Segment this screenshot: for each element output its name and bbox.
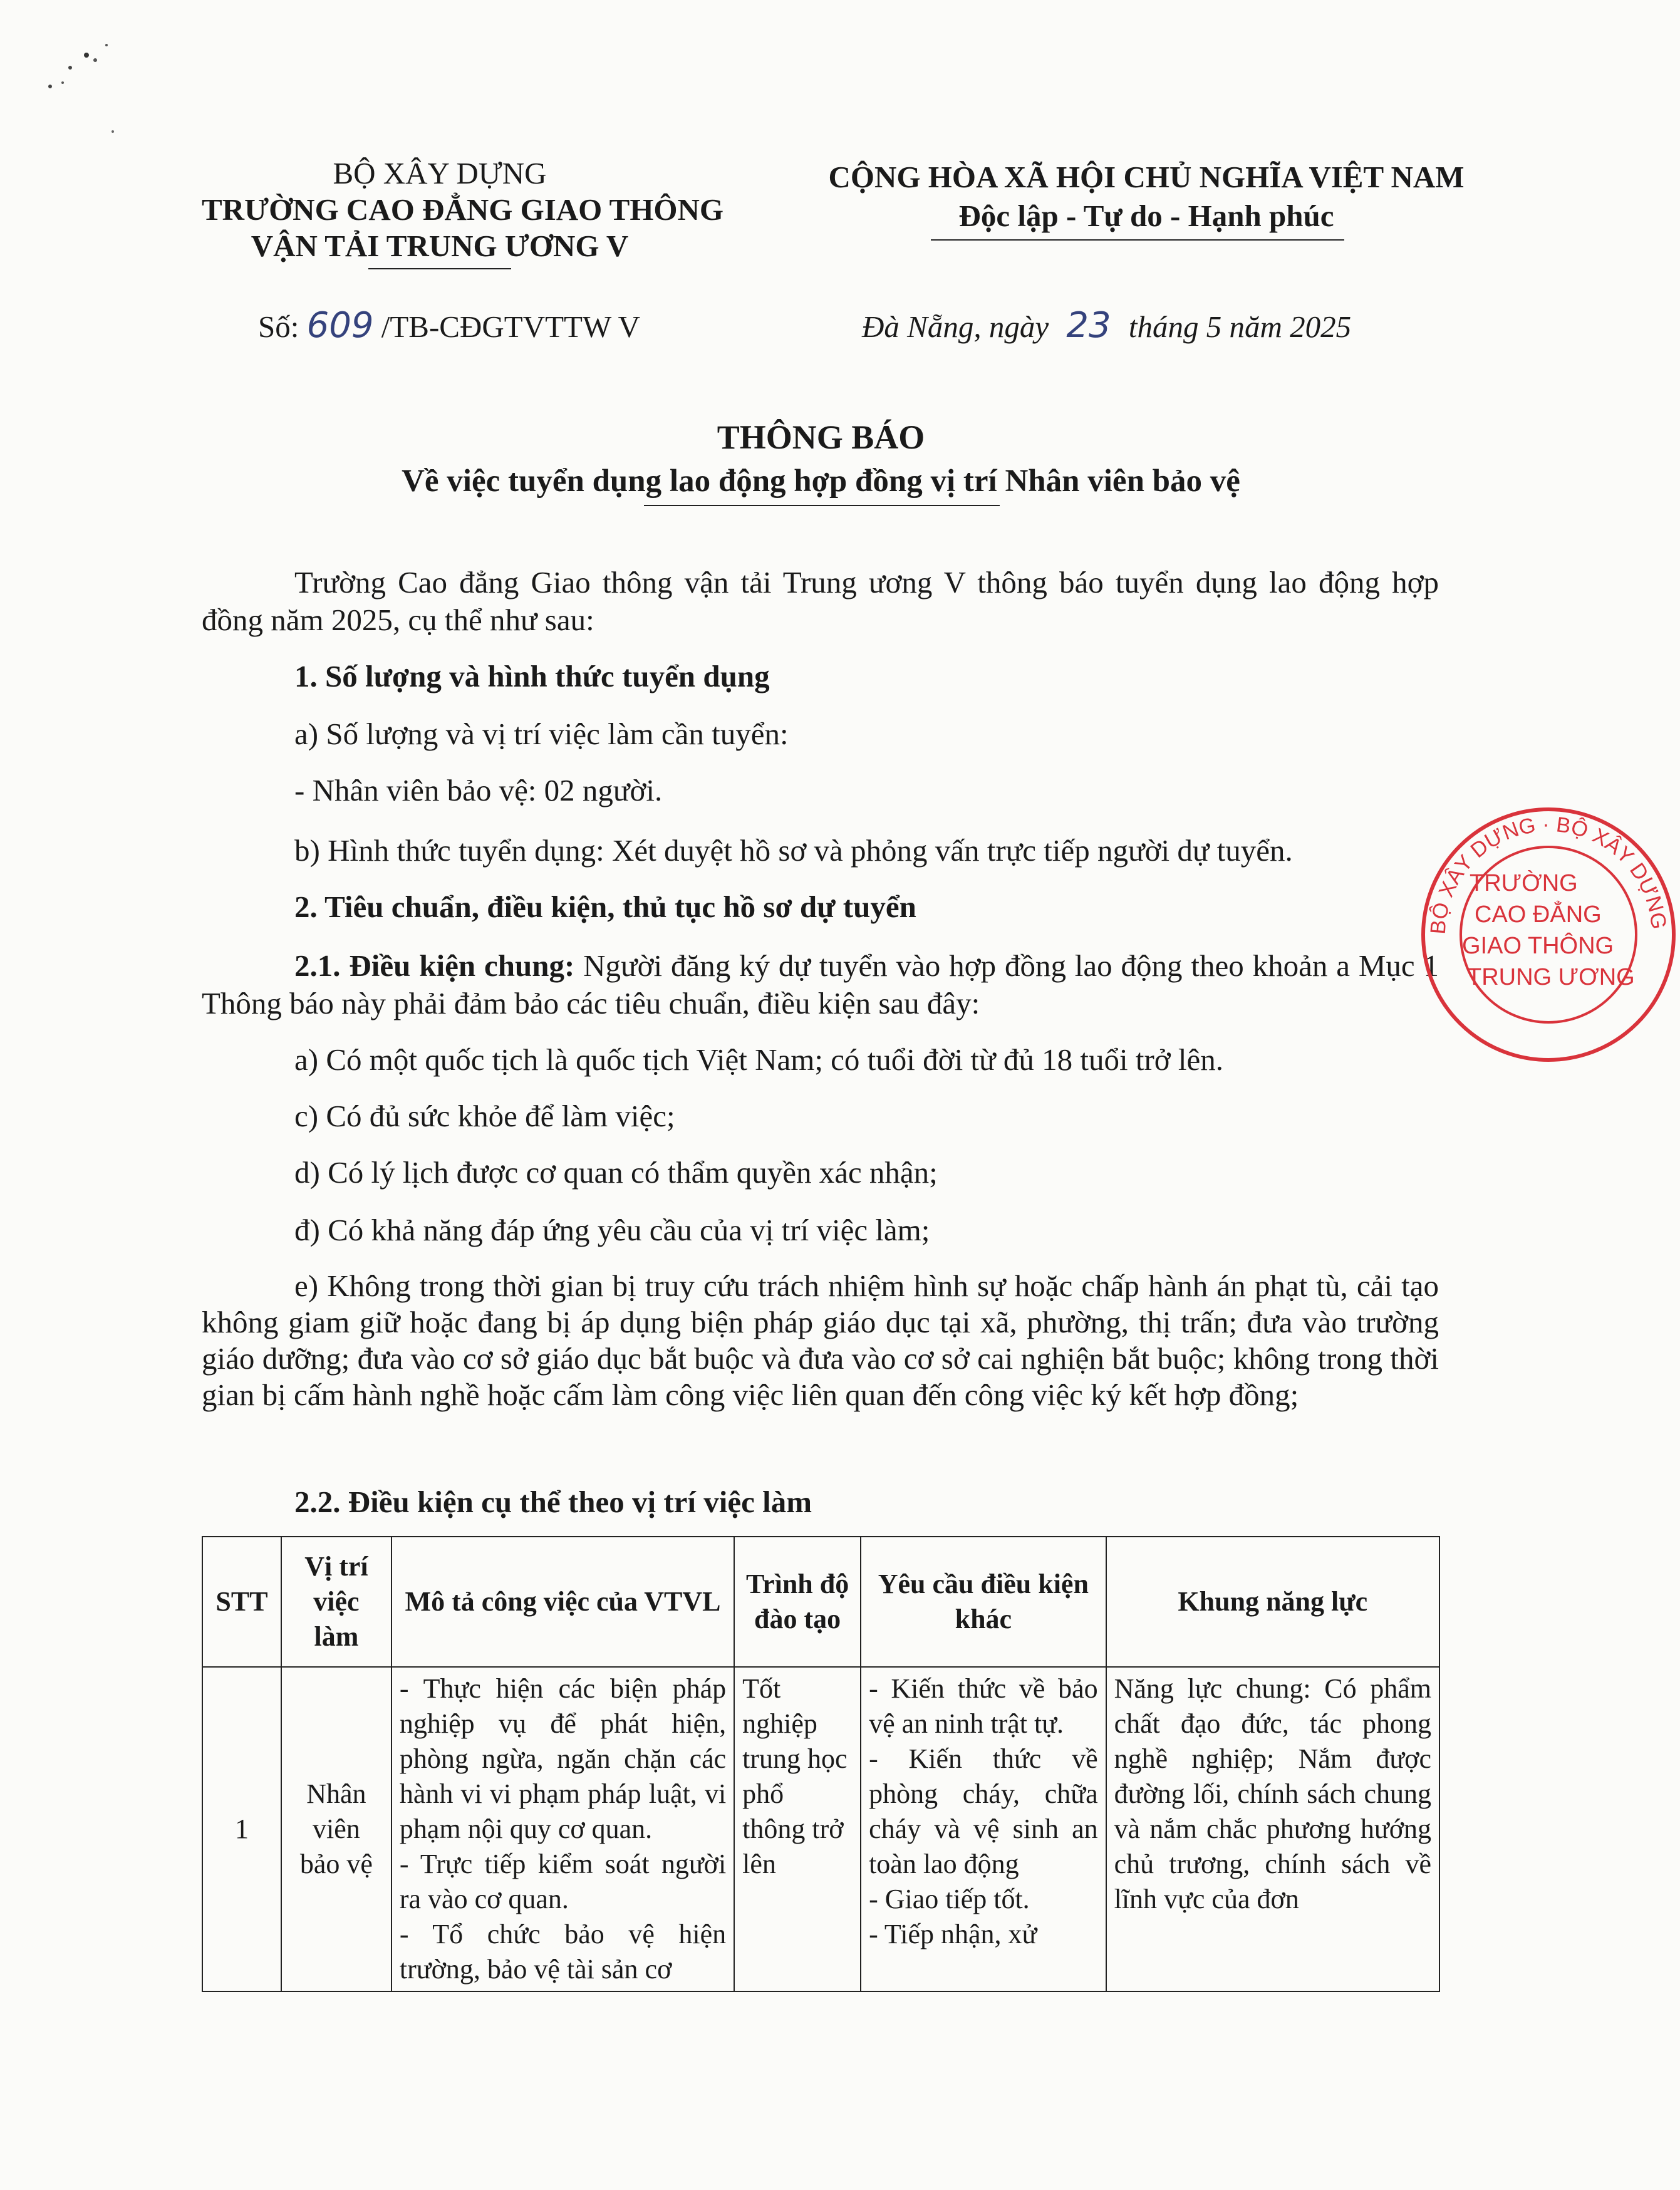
section1-item-a-detail: - Nhân viên bảo vệ: 02 người. [294,773,663,807]
doc-number-suffix: /TB-CĐGTVTTW V [381,309,641,344]
official-seal-stamp [1417,803,1680,1066]
motto-underline [931,239,1344,241]
school-name-line1: TRƯỜNG CAO ĐẲNG GIAO THÔNG [202,192,724,227]
section2-1-text: Người đăng ký dự tuyển vào hợp đồng lao động theo khoản a Mục 1 Thông báo này phải đảm bảo các tiêu chuẩn, điều kiện sau đây: [202,948,1439,1020]
header-position: Vị trí việc làm [281,1537,391,1667]
cell-other-requirements [861,1667,1106,1991]
condition-a: a) Có một quốc tịch là quốc tịch Việt Nam; có tuổi đời từ đủ 18 tuổi trở lên. [294,1042,1224,1077]
cell-description [391,1667,734,1991]
svg-text:CAO ĐẲNG: CAO ĐẲNG [1475,901,1602,928]
svg-text:TRƯỜNG: TRƯỜNG [1470,870,1578,896]
section1-heading: 1. Số lượng và hình thức tuyển dụng [294,659,770,693]
requirements-table [202,1536,1440,1992]
svg-text:GIAO THÔNG: GIAO THÔNG [1462,933,1614,959]
subtitle-underline [644,505,1000,506]
header-stt: STT [202,1537,281,1667]
section1-item-b: b) Hình thức tuyển dụng: Xét duyệt hồ sơ và phỏng vấn trực tiếp người dự tuyển. [294,833,1293,868]
condition-c: c) Có đủ sức khỏe để làm việc; [294,1099,675,1133]
requirement-line: - Tiếp nhận, xử [869,1919,1037,1949]
requirement-line: - Giao tiếp tốt. [869,1884,1030,1914]
requirement-line: - Kiến thức về phòng cháy, chữa cháy và vệ sinh an toàn lao động [869,1743,1098,1879]
table-row [202,1667,1439,1991]
section2-1-label: 2.1. Điều kiện chung: [294,948,575,983]
description-line: - Trực tiếp kiểm soát người ra vào cơ quan. [399,1849,727,1914]
nation-name: CỘNG HÒA XÃ HỘI CHỦ NGHĨA VIỆT NAM [828,160,1465,194]
condition-dd: đ) Có khả năng đáp ứng yêu cầu của vị trí việc làm; [294,1213,930,1247]
doc-number-handwritten: 609 [306,305,374,346]
scan-specks [38,38,138,163]
section2-heading: 2. Tiêu chuẩn, điều kiện, thủ tục hồ sơ dự tuyển [294,890,916,924]
section1-item-a: a) Số lượng và vị trí việc làm cần tuyển: [294,717,789,751]
condition-d: d) Có lý lịch được cơ quan có thẩm quyền xác nhận; [294,1155,938,1190]
document-subtitle: Về việc tuyển dụng lao động hợp đồng vị trí Nhân viên bảo vệ [402,464,1240,499]
left-header-underline [368,268,511,269]
section2-2-heading: 2.2. Điều kiện cụ thể theo vị trí việc làm [294,1485,812,1519]
header-other-requirements: Yêu cầu điều kiện khác [861,1537,1106,1667]
header-education: Trình độ đào tạo [734,1537,861,1667]
place-date-suffix: tháng 5 năm 2025 [1128,309,1352,344]
cell-stt: 1 [202,1667,281,1991]
place-date-prefix: Đà Nẵng, ngày [862,309,1049,344]
cell-education: Tốt nghiệp trung học phổ thông trở lên [734,1667,861,1991]
svg-text:BỘ XÂY DỰNG · BỘ XÂY DỰNG: BỘ XÂY DỰNG · BỘ XÂY DỰNG [1426,812,1671,935]
header-description: Mô tả công việc của VTVL [391,1537,734,1667]
description-line: - Tổ chức bảo vệ hiện trường, bảo vệ tài sản cơ [399,1919,727,1985]
condition-e: e) Không trong thời gian bị truy cứu trách nhiệm hình sự hoặc chấp hành án phạt tù, cải tạo không giam giữ hoặc đang bị áp dụng biện pháp giáo dục tại xã, phường, thị trấn; đưa vào trường giáo dưỡng; đưa vào cơ sở giáo dục bắt buộc và đưa vào cơ sở cai nghiện bắt buộc; không trong thời gian bị cấm hành nghề hoặc cấm làm công việc liên quan đến công việc ký kết hợp đồng; [202,1269,1439,1412]
requirement-line: - Kiến thức về bảo vệ an ninh trật tự. [869,1673,1098,1739]
document-title: THÔNG BÁO [717,418,925,456]
document-number [258,306,640,347]
cell-position: Nhân viên bảo vệ [281,1667,391,1991]
school-name-line2: VẬN TẢI TRUNG ƯƠNG V [251,229,629,263]
table-header-row [202,1537,1439,1667]
description-line: - Thực hiện các biện pháp nghiệp vụ để phát hiện, phòng ngừa, ngăn chặn các hành vi vi phạm pháp luật, vi phạm nội quy cơ quan. [399,1673,727,1844]
header-competency: Khung năng lực [1106,1537,1439,1667]
date-day-handwritten: 23 [1066,305,1111,346]
place-date [862,306,1351,347]
national-motto: Độc lập - Tự do - Hạnh phúc [958,199,1334,233]
svg-text:TRUNG ƯƠNG: TRUNG ƯƠNG [1467,964,1635,990]
intro-paragraph: Trường Cao đẳng Giao thông vận tải Trung ương V thông báo tuyển dụng lao động hợp đồng năm 2025, cụ thể như sau: [202,565,1439,637]
section2-1-paragraph [202,947,1439,1022]
cell-competency: Năng lực chung: Có phẩm chất đạo đức, tác phong nghề nghiệp; Nắm được đường lối, chính sách chung và nắm chắc phương hướng chủ trương, chính sách về lĩnh vực của đơn [1106,1667,1439,1991]
doc-number-prefix: Số: [258,309,299,344]
ministry-name: BỘ XÂY DỰNG [333,156,547,190]
